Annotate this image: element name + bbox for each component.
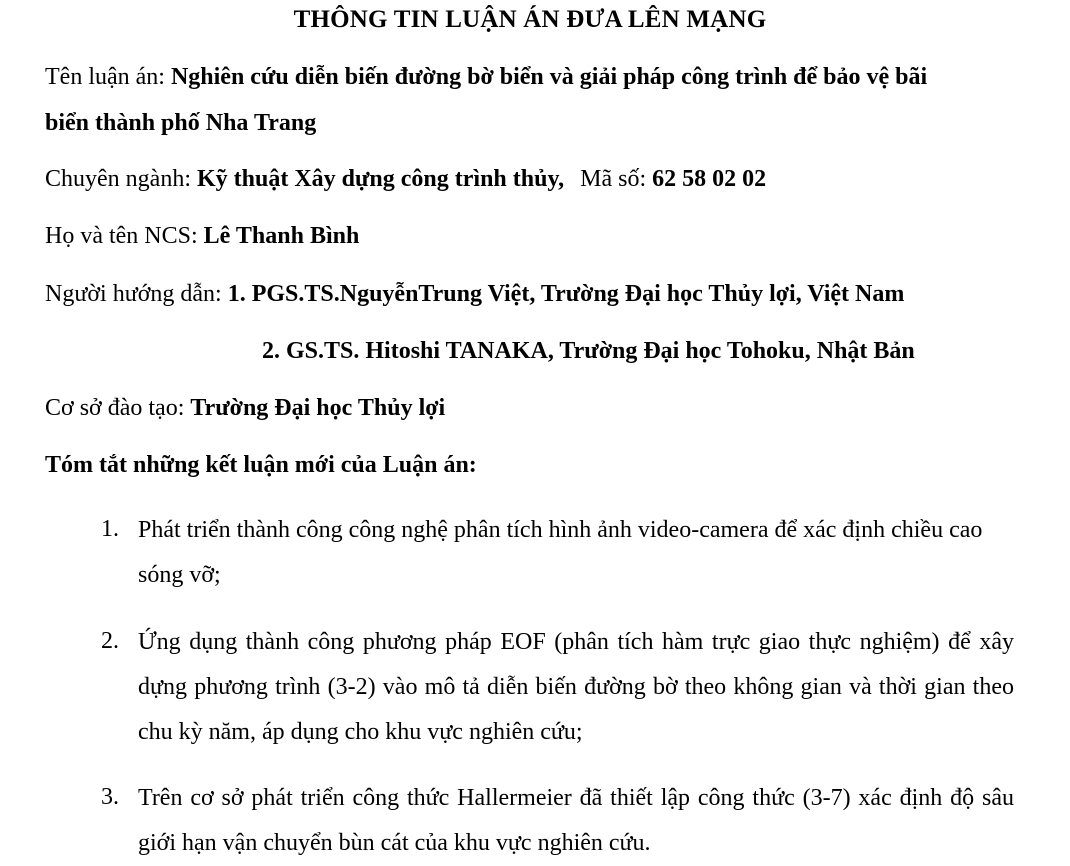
thesis-name-label: Tên luận án: <box>45 64 171 90</box>
code-value: 62 58 02 02 <box>652 166 767 192</box>
thesis-name-value-line1: Nghiên cứu diễn biến đường bờ biển và giải pháp công trình để bảo vệ bãi <box>170 64 928 90</box>
specialty-label: Chuyên ngành: <box>45 166 197 192</box>
advisor-2: 2. GS.TS. Hitoshi TANAKA, Trường Đại học Tohoku, Nhật Bản <box>262 338 915 364</box>
code-label: Mã số: <box>580 166 653 192</box>
advisor-label: Người hướng dẫn: <box>45 281 228 307</box>
advisor-1: 1. PGS.TS.NguyễnTrung Việt, Trường Đại học Thủy lợi, Việt Nam <box>227 281 905 307</box>
student-value: Lê Thanh Bình <box>203 223 360 249</box>
institution-row <box>45 395 445 422</box>
thesis-name-value-line2: biển thành phố Nha Trang <box>45 110 317 136</box>
conclusion-number: 1. <box>101 516 119 542</box>
document-title: THÔNG TIN LUẬN ÁN ĐƯA LÊN MẠNG <box>293 6 767 33</box>
conclusion-item <box>101 776 1014 866</box>
student-row <box>45 223 359 250</box>
specialty-row <box>45 166 766 193</box>
summary-heading: Tóm tắt những kết luận mới của Luận án: <box>45 452 477 478</box>
conclusion-number: 3. <box>101 784 119 810</box>
thesis-name-row <box>45 64 927 91</box>
conclusion-item <box>101 508 1014 598</box>
student-label: Họ và tên NCS: <box>45 223 204 249</box>
conclusion-number: 2. <box>101 628 119 654</box>
conclusion-text: Ứng dụng thành công phương pháp EOF (phân tích hàm trực giao thực nghiệm) để xây dựng phương trình (3-2) vào mô tả diễn biến đường bờ theo không gian và thời gian theo chu kỳ năm, áp dụng cho khu vực nghiên cứu; <box>138 629 1014 745</box>
conclusion-text: Trên cơ sở phát triển công thức Hallermeier đã thiết lập công thức (3-7) xác định độ sâu giới hạn vận chuyển bùn cát của khu vực nghiên cứu. <box>138 785 1014 856</box>
institution-label: Cơ sở đào tạo: <box>45 395 191 421</box>
advisor-row <box>45 281 904 308</box>
specialty-value: Kỹ thuật Xây dựng công trình thủy, <box>196 166 565 192</box>
institution-value: Trường Đại học Thủy lợi <box>190 395 446 421</box>
conclusion-item <box>101 620 1014 755</box>
conclusion-text: Phát triển thành công công nghệ phân tích hình ảnh video-camera để xác định chiều cao sóng vỡ; <box>138 517 983 588</box>
